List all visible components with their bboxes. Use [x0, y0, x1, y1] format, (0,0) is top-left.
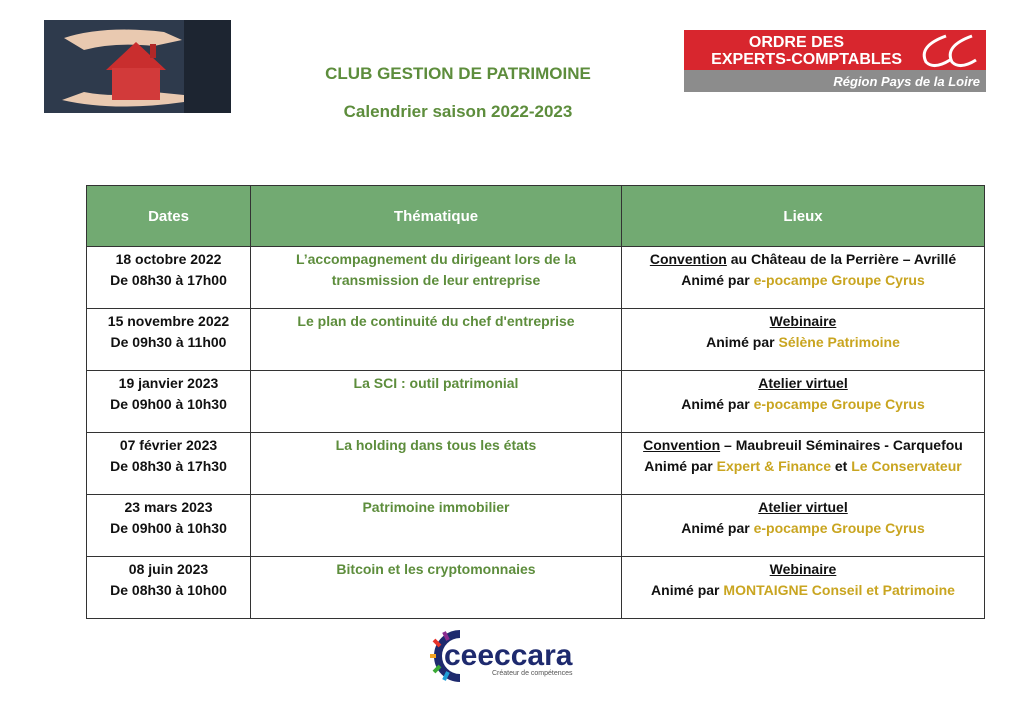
- animated-by: Animé par: [681, 520, 754, 536]
- event-date: 15 novembre 2022: [107, 313, 230, 329]
- venue-type: Convention: [643, 437, 721, 453]
- organizer-join: et: [831, 458, 852, 474]
- venue-cell: [622, 495, 985, 557]
- venue-cell: [622, 309, 985, 371]
- ceeccara-wordmark: ceeccara: [444, 639, 573, 672]
- event-date: 18 octobre 2022: [115, 251, 222, 267]
- venue-cell: [622, 247, 985, 309]
- organizer: MONTAIGNE Conseil et Patrimoine: [723, 582, 955, 598]
- venue-type: Webinaire: [769, 313, 837, 329]
- venue-type: Webinaire: [769, 561, 837, 577]
- date-cell: [87, 371, 251, 433]
- calendar-table: [86, 185, 985, 619]
- table-row: [87, 495, 985, 557]
- event-time: De 08h30 à 17h30: [110, 458, 227, 474]
- theme-cell: Le plan de continuité du chef d'entreprise: [251, 309, 622, 371]
- animated-by: Animé par: [644, 458, 717, 474]
- event-date: 23 mars 2023: [124, 499, 213, 515]
- venue-type: Atelier virtuel: [758, 499, 848, 515]
- theme-cell: L’accompagnement du dirigeant lors de la transmission de leur entreprise: [251, 247, 622, 309]
- venue-detail: – Maubreuil Séminaires - Carquefou: [720, 437, 963, 453]
- organizer: e-pocampe Groupe Cyrus: [753, 272, 925, 288]
- theme-cell: La holding dans tous les états: [251, 433, 622, 495]
- venue-type: Atelier virtuel: [758, 375, 848, 391]
- house-photo: [44, 20, 231, 113]
- venue-type: Convention: [649, 251, 727, 267]
- table-row: [87, 309, 985, 371]
- club-title: CLUB GESTION DE PATRIMOINE: [325, 64, 591, 83]
- table-row: [87, 371, 985, 433]
- organizer: e-pocampe Groupe Cyrus: [753, 396, 925, 412]
- date-cell: [87, 309, 251, 371]
- event-date: 19 janvier 2023: [118, 375, 219, 391]
- event-date: 08 juin 2023: [128, 561, 209, 577]
- table-row: [87, 247, 985, 309]
- event-time: De 08h30 à 10h00: [110, 582, 227, 598]
- table-row: [87, 557, 985, 619]
- date-cell: [87, 433, 251, 495]
- event-time: De 08h30 à 17h00: [110, 272, 227, 288]
- organizer: Sélène Patrimoine: [778, 334, 900, 350]
- venue-cell: [622, 557, 985, 619]
- date-cell: [87, 557, 251, 619]
- date-cell: [87, 247, 251, 309]
- header-lieux: Lieux: [622, 186, 985, 247]
- ceeccara-logo: [430, 628, 596, 684]
- date-cell: [87, 495, 251, 557]
- theme-cell: Bitcoin et les cryptomonnaies: [251, 557, 622, 619]
- animated-by: Animé par: [681, 272, 754, 288]
- animated-by: Animé par: [651, 582, 724, 598]
- venue-cell: [622, 371, 985, 433]
- animated-by: Animé par: [681, 396, 754, 412]
- header-thematique: Thématique: [251, 186, 622, 247]
- event-time: De 09h00 à 10h30: [110, 520, 227, 536]
- event-date: 07 février 2023: [119, 437, 218, 453]
- organizer-2: Le Conservateur: [851, 458, 962, 474]
- table-row: [87, 433, 985, 495]
- theme-cell: La SCI : outil patrimonial: [251, 371, 622, 433]
- season-subtitle: Calendrier saison 2022-2023: [343, 102, 573, 121]
- header-dates: Dates: [87, 186, 251, 247]
- organizer: e-pocampe Groupe Cyrus: [753, 520, 925, 536]
- oec-logo-line3: Région Pays de la Loire: [833, 74, 980, 89]
- ceeccara-tagline: Créateur de compétences: [492, 670, 573, 677]
- event-time: De 09h30 à 11h00: [110, 334, 227, 350]
- table-header-row: [87, 186, 985, 247]
- oec-logo-line2: EXPERTS-COMPTABLES: [711, 51, 902, 68]
- theme-cell: Patrimoine immobilier: [251, 495, 622, 557]
- event-time: De 09h00 à 10h30: [110, 396, 227, 412]
- venue-detail: au Château de la Perrière – Avrillé: [726, 251, 957, 267]
- oec-logo-line1: ORDRE DES: [748, 34, 844, 51]
- animated-by: Animé par: [706, 334, 779, 350]
- organizer: Expert & Finance: [716, 458, 831, 474]
- venue-cell: [622, 433, 985, 495]
- ordre-experts-comptables-logo: [684, 30, 986, 92]
